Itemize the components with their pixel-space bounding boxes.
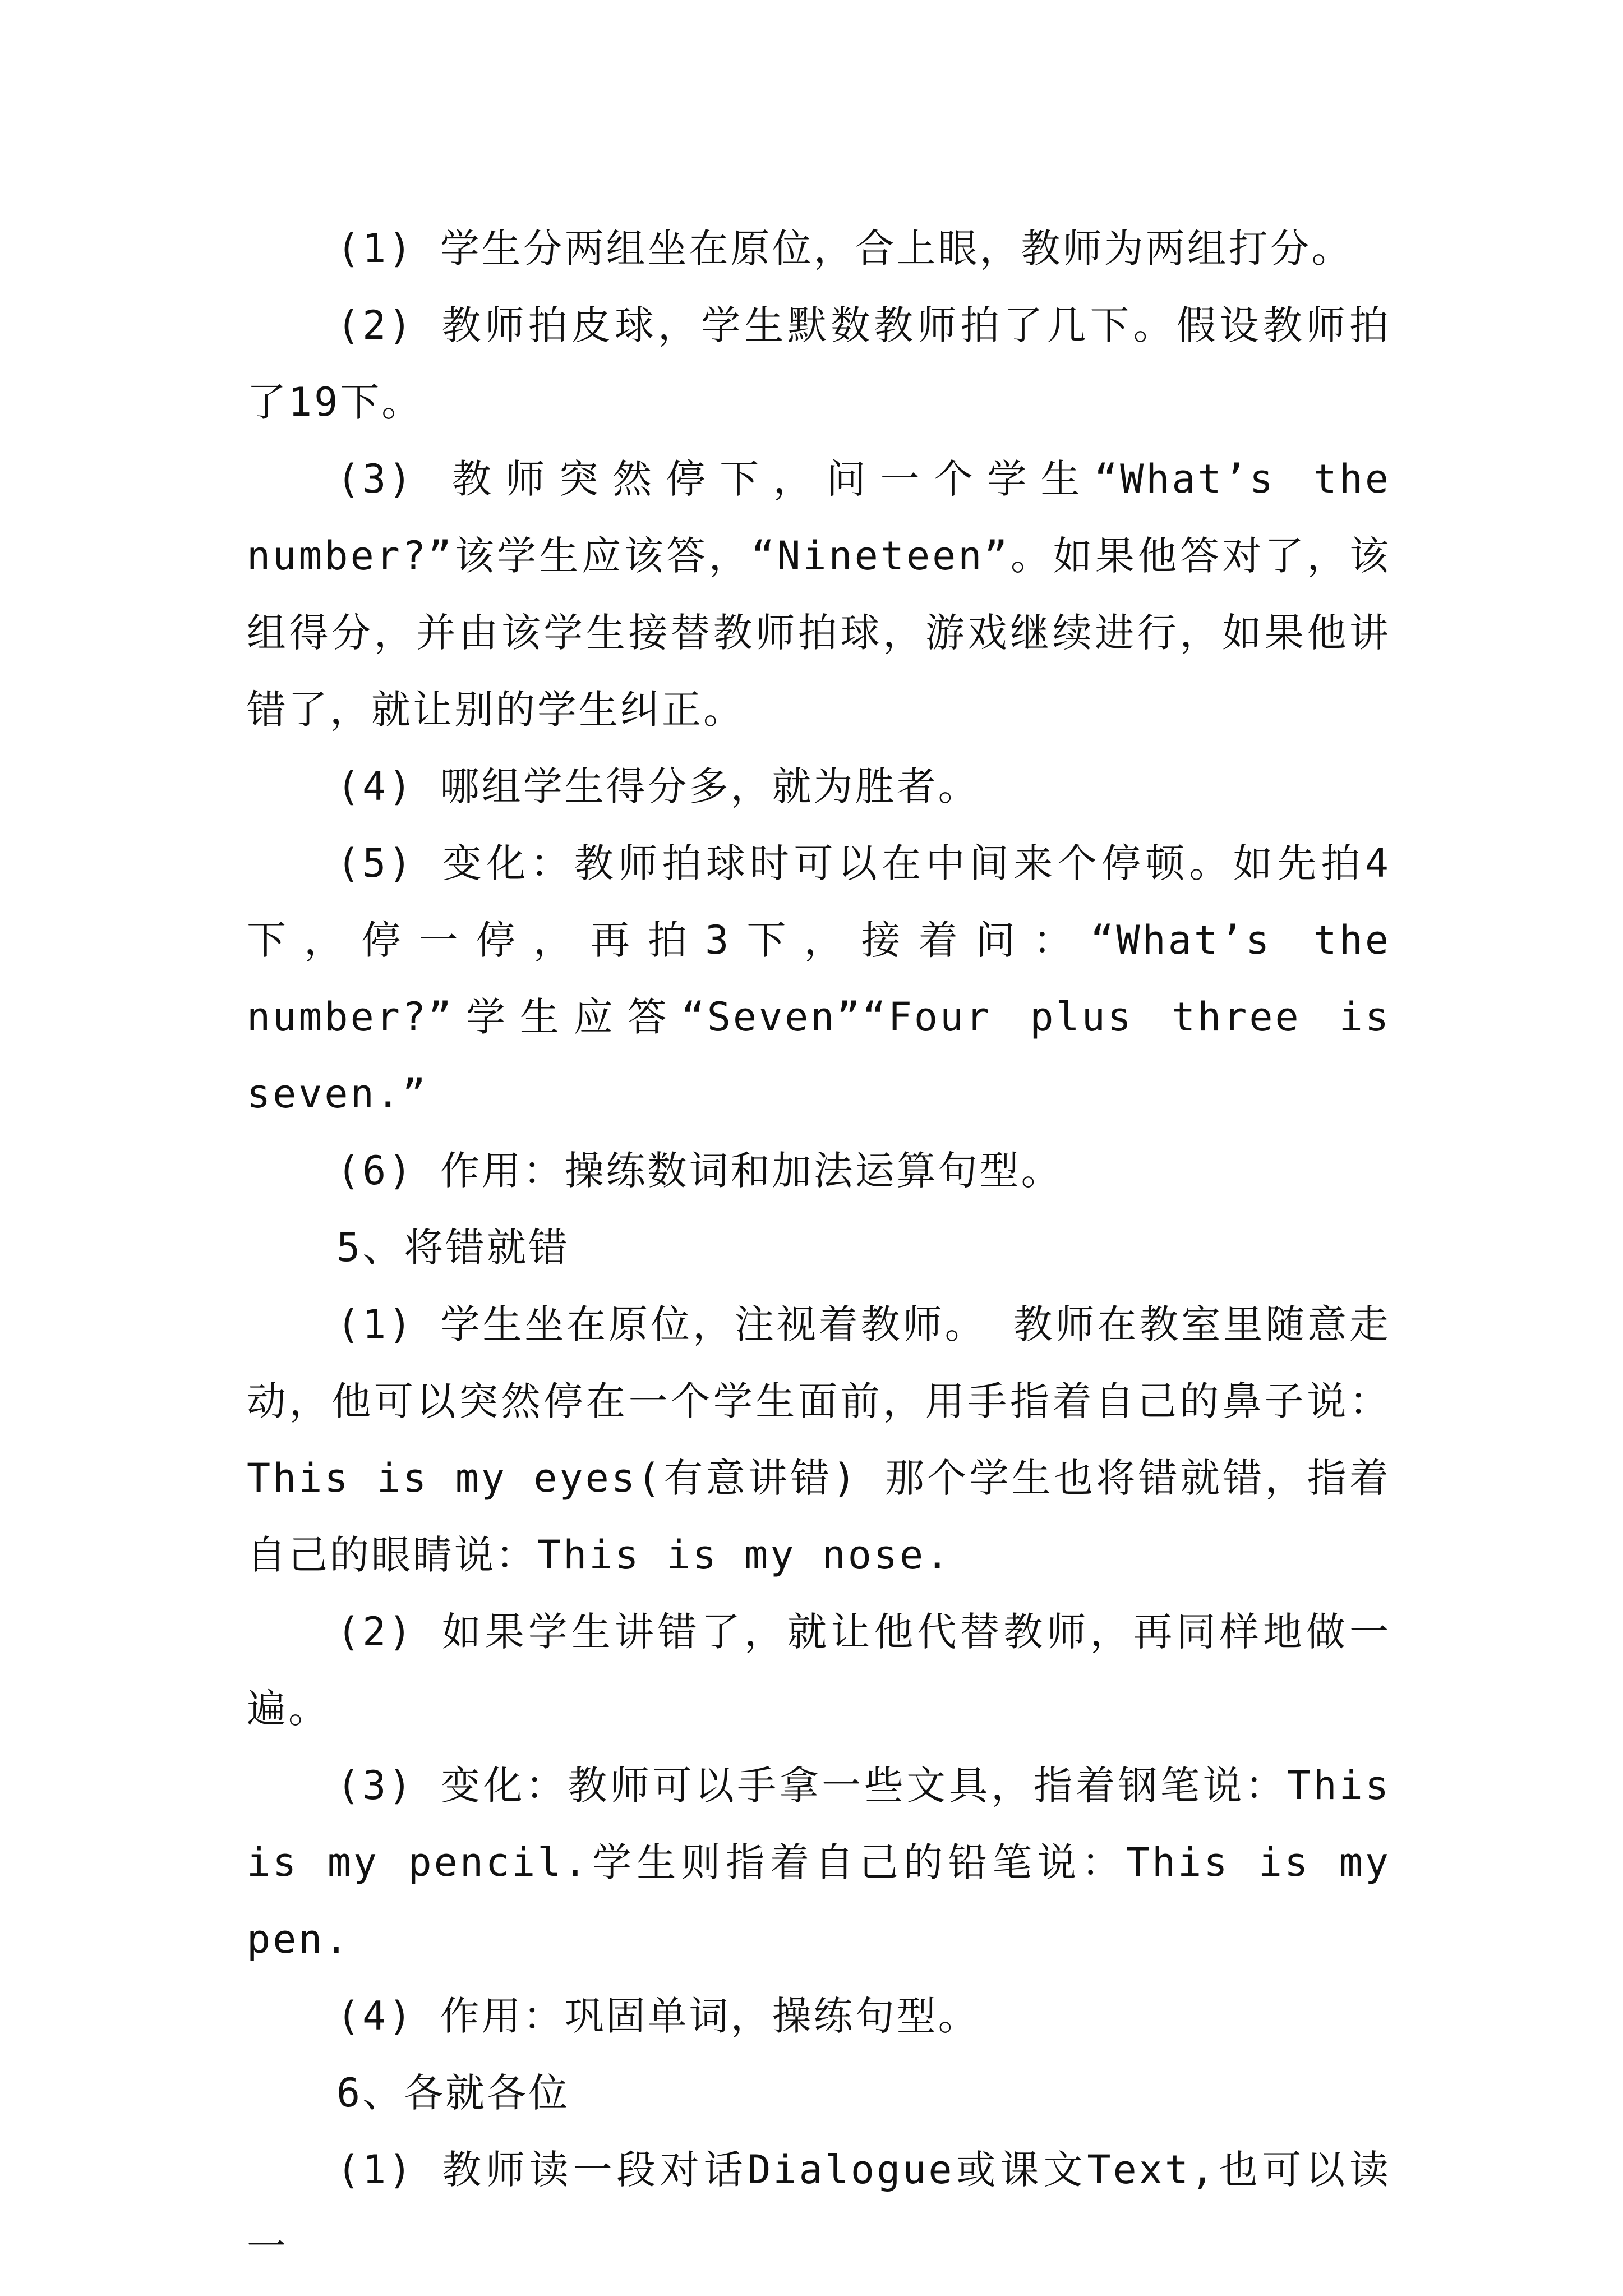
paragraph-8: (2) 如果学生讲错了，就让他代替教师，再同样地做一遍。 (247, 1609, 1391, 1732)
paragraph-1: (1) 学生分两组坐在原位，合上眼，教师为两组打分。 (336, 226, 1353, 272)
section-heading-5: 5、将错就错 (336, 1225, 570, 1271)
paragraph-9: (3) 变化：教师可以手拿一些文具，指着钢笔说：This is my pencil.学生则指着自己的铅笔说：This is my pen. (247, 1763, 1391, 1962)
paragraph-11: (1) 教师读一段对话Dialogue或课文Text,也可以读一 (247, 2147, 1391, 2270)
paragraph-10: (4) 作用：巩固单词，操练句型。 (336, 1993, 980, 2039)
section-heading-6: 6、各就各位 (336, 2070, 570, 2116)
paragraph-4: (4) 哪组学生得分多，就为胜者。 (336, 763, 980, 809)
paragraph-5: (5) 变化：教师拍球时可以在中间来个停顿。如先拍4下，停一停，再拍3下，接着问：“What’s the number?”学生应答“Seven”“Four plus three is seven.” (247, 840, 1391, 1117)
paragraph-7: (1) 学生坐在原位，注视着教师。 教师在教室里随意走动，他可以突然停在一个学生面前，用手指着自己的鼻子说：This is my eyes(有意讲错) 那个学生也将错就错，指着自己的眼睛说：This is my nose. (247, 1301, 1391, 1578)
paragraph-6: (6) 作用：操练数词和加法运算句型。 (336, 1148, 1063, 1194)
paragraph-3: (3) 教师突然停下，问一个学生“What’s the number?”该学生应该答，“Nineteen”。如果他答对了，该组得分，并由该学生接替教师拍球，游戏继续进行，如果他讲错了，就让别的学生纠正。 (247, 456, 1391, 733)
paragraph-2: (2) 教师拍皮球，学生默数教师拍了几下。假设教师拍了19下。 (247, 302, 1391, 425)
document-body (247, 210, 1391, 2285)
